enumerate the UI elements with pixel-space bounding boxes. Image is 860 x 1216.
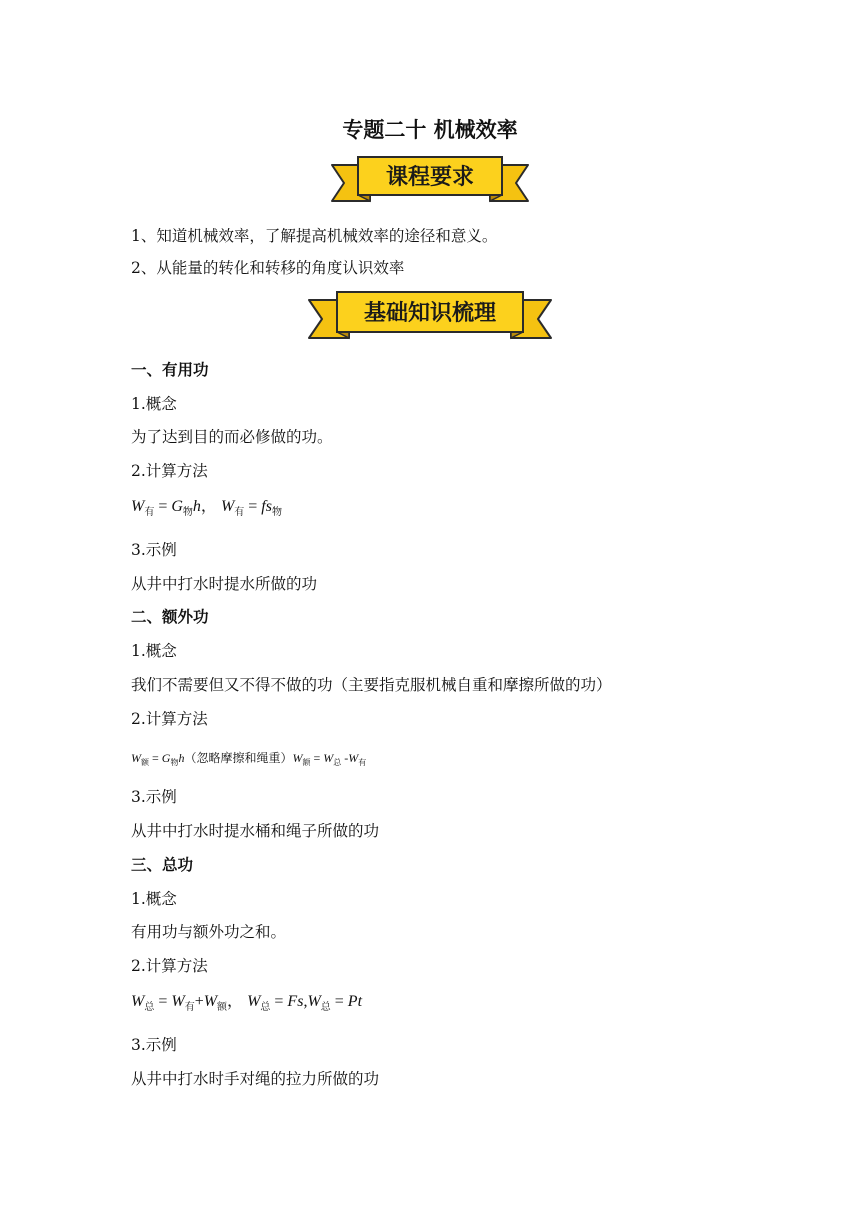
requirement-item: 1、知道机械效率，了解提高机械效率的途径和意义。: [131, 227, 498, 245]
example-text: 从井中打水时提水桶和绳子所做的功: [131, 822, 380, 840]
method-label: 2.计算方法: [131, 462, 208, 480]
concept-label: 1.概念: [131, 890, 177, 908]
concept-text: 有用功与额外功之和。: [131, 923, 287, 941]
requirement-item: 2、从能量的转化和转移的角度认识效率: [131, 259, 405, 277]
concept-label: 1.概念: [131, 395, 177, 413]
example-text: 从井中打水时提水所做的功: [131, 575, 318, 593]
example-label: 3.示例: [131, 788, 177, 806]
concept-label: 1.概念: [131, 642, 177, 660]
concept-text: 为了达到目的而必修做的功。: [131, 428, 333, 446]
example-label: 3.示例: [131, 1036, 177, 1054]
banner-label: 课程要求: [385, 164, 474, 190]
concept-text: 我们不需要但又不得不做的功（主要指克服机械自重和摩擦所做的功）: [131, 676, 612, 694]
section-heading-total-work: 三、总功: [131, 856, 194, 874]
example-text: 从井中打水时手对绳的拉力所做的功: [131, 1070, 380, 1088]
extra-work-formula: $W_额 = G_物h$（忽略摩擦和绳重）$W_额 = W_总$ $-W_有$: [131, 751, 367, 767]
section-heading-useful-work: 一、有用功: [131, 361, 209, 379]
banner-label: 基础知识梳理: [363, 300, 496, 326]
method-label: 2.计算方法: [131, 710, 208, 728]
method-label: 2.计算方法: [131, 957, 208, 975]
basics-banner: [307, 290, 553, 344]
useful-work-formula: $W_有 = G_物h$， $W_有 = fs_物$: [131, 498, 282, 518]
total-work-formula: $W_总 = W_有+W_额$， $W_总 = Fs,W_总 = Pt$: [131, 993, 363, 1013]
page-title: 专题二十 机械效率: [342, 118, 518, 142]
example-label: 3.示例: [131, 541, 177, 559]
course-requirements-banner: [330, 155, 530, 207]
section-heading-extra-work: 二、额外功: [131, 608, 209, 626]
